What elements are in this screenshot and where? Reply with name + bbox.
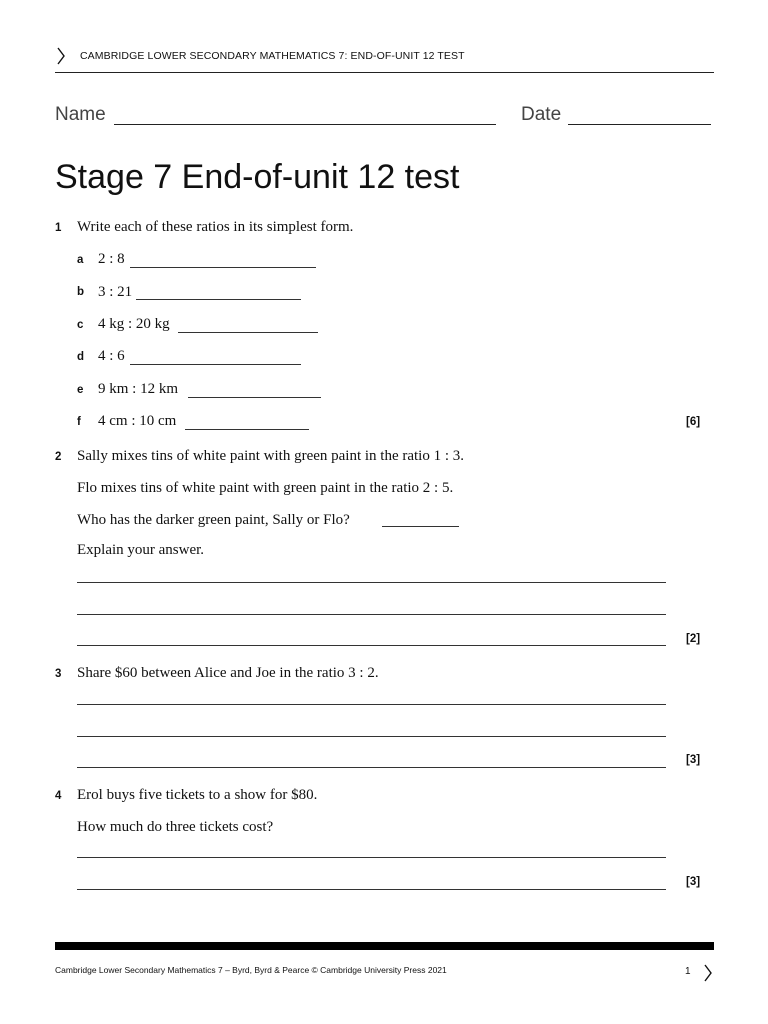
page-title: Stage 7 End-of-unit 12 test [55, 158, 460, 196]
answer-line[interactable] [77, 614, 666, 615]
part-text: 2 : 8 [98, 251, 125, 267]
answer-line[interactable] [77, 736, 666, 737]
marks-label: [2] [686, 633, 701, 645]
chevron-right-icon [56, 47, 66, 65]
answer-line[interactable] [77, 704, 666, 705]
date-label: Date [521, 104, 562, 125]
part-text: 4 : 6 [98, 348, 125, 364]
answer-line[interactable] [77, 857, 666, 858]
part-letter: e [77, 384, 84, 396]
part-letter: d [77, 351, 85, 363]
part-text: 4 kg : 20 kg [98, 316, 170, 332]
footer-bar [55, 942, 714, 950]
question-text: Flo mixes tins of white paint with green paint in the ratio 2 : 5. [77, 480, 454, 496]
question-number: 4 [55, 790, 62, 802]
question-text: How much do three tickets cost? [77, 819, 274, 835]
name-label: Name [55, 104, 106, 125]
marks-label: [3] [686, 876, 701, 888]
question-number: 1 [55, 222, 62, 234]
part-letter: b [77, 286, 85, 298]
question-text: Sally mixes tins of white paint with green paint in the ratio 1 : 3. [77, 448, 465, 464]
answer-line[interactable] [77, 889, 666, 890]
header-rule [55, 72, 714, 73]
part-text: 9 km : 12 km [98, 381, 179, 397]
answer-blank[interactable] [136, 299, 301, 300]
marks-label: [3] [686, 754, 701, 766]
answer-line[interactable] [77, 645, 666, 646]
question-text: Explain your answer. [77, 542, 205, 558]
question-text: Share $60 between Alice and Joe in the ratio 3 : 2. [77, 665, 379, 681]
answer-line[interactable] [77, 767, 666, 768]
date-field[interactable] [568, 124, 711, 125]
question-text: Write each of these ratios in its simplest form. [77, 219, 354, 235]
answer-blank[interactable] [188, 397, 321, 398]
chevron-right-icon[interactable] [703, 964, 713, 982]
part-letter: c [77, 319, 84, 331]
question-number: 2 [55, 451, 62, 463]
part-letter: a [77, 254, 84, 266]
question-number: 3 [55, 668, 62, 680]
question-text: Erol buys five tickets to a show for $80. [77, 787, 318, 803]
question-text: Who has the darker green paint, Sally or Flo? [77, 512, 350, 528]
answer-blank[interactable] [130, 364, 301, 365]
running-header: CAMBRIDGE LOWER SECONDARY MATHEMATICS 7: END-OF-UNIT 12 TEST [80, 50, 465, 62]
part-text: 4 cm : 10 cm [98, 413, 177, 429]
answer-blank[interactable] [382, 526, 459, 527]
page-number: 1 [685, 966, 691, 977]
answer-blank[interactable] [178, 332, 318, 333]
answer-blank[interactable] [130, 267, 316, 268]
part-letter: f [77, 416, 81, 428]
footer-copyright: Cambridge Lower Secondary Mathematics 7 – Byrd, Byrd & Pearce © Cambridge University Press 2021 [55, 965, 447, 975]
answer-line[interactable] [77, 582, 666, 583]
part-text: 3 : 21 [98, 284, 133, 300]
marks-label: [6] [686, 416, 701, 428]
answer-blank[interactable] [185, 429, 309, 430]
name-field[interactable] [114, 124, 496, 125]
